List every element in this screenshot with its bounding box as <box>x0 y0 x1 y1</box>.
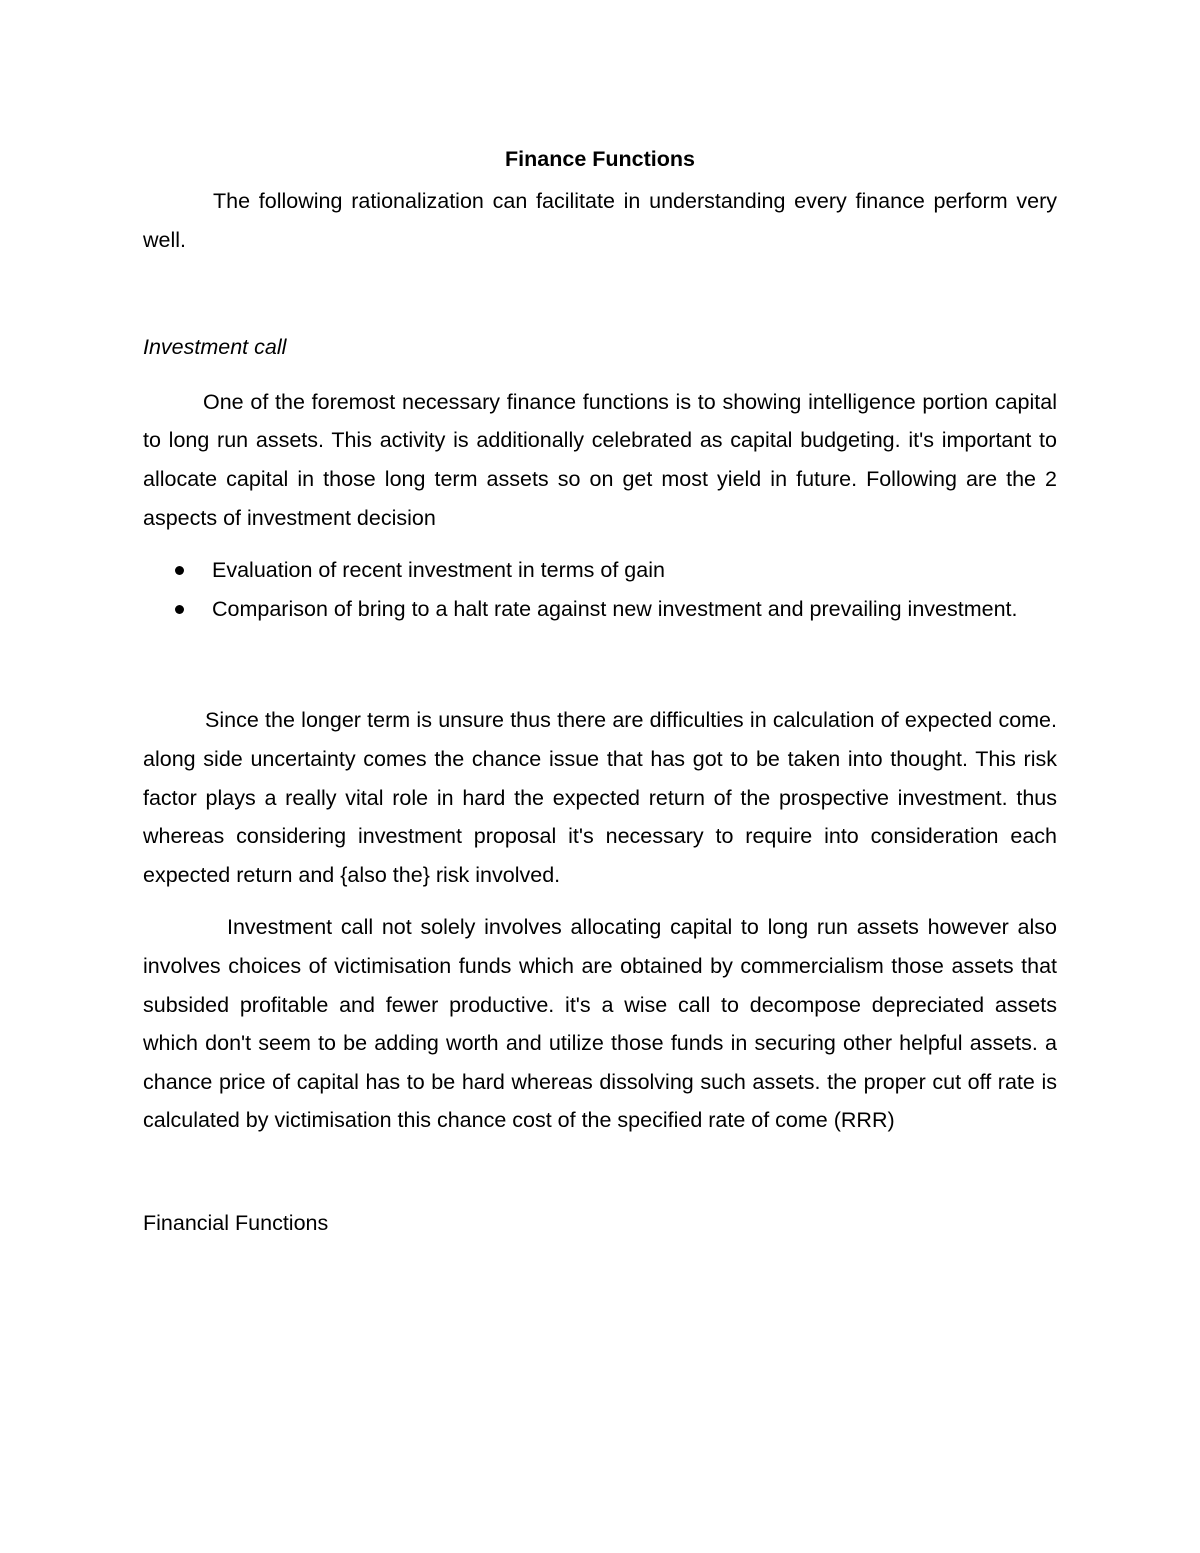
investment-aspects-list <box>143 551 1057 628</box>
list-item-text: Evaluation of recent investment in terms of gain <box>212 558 665 583</box>
bullet-icon <box>175 605 184 614</box>
bullet-icon <box>175 566 184 575</box>
list-item <box>143 551 1057 590</box>
investment-paragraph-3: Investment call not solely involves allocating capital to long run assets however also involves choices of victimisation funds which are obtained by commercialism those assets that subsided profitable and fewer productive. it's a wise call to decompose depreciated assets which don't seem to be adding worth and utilize those funds in securing other helpful assets. a chance price of capital has to be hard whereas dissolving such assets. the proper cut off rate is calculated by victimisation this chance cost of the specified rate of come (RRR) <box>143 915 1057 1133</box>
page-title: Finance Functions <box>505 147 695 171</box>
section-heading-investment-call: Investment call <box>143 335 287 360</box>
intro-paragraph: The following rationalization can facilitate in understanding every finance perform very well. <box>143 189 1057 252</box>
list-item-text: Comparison of bring to a halt rate against new investment and prevailing investment. <box>212 596 1018 621</box>
list-item <box>143 590 1057 629</box>
investment-paragraph-2: Since the longer term is unsure thus there are difficulties in calculation of expected come. along side uncertainty comes the chance issue that has got to be taken into thought. This risk factor plays a really vital role in hard the expected return of the prospective investment. thus whereas considering investment proposal it's necessary to require into consideration each expected return and {also the} risk involved. <box>143 708 1057 887</box>
document-body <box>143 140 1057 1242</box>
investment-paragraph-1: One of the foremost necessary finance functions is to showing intelligence portion capital to long run assets. This activity is additionally celebrated as capital budgeting. it's important to allocate capital in those long term assets so on get most yield in future. Following are the 2 aspects of investment decision <box>143 389 1057 530</box>
section-heading-financial-functions: Financial Functions <box>143 1210 329 1235</box>
